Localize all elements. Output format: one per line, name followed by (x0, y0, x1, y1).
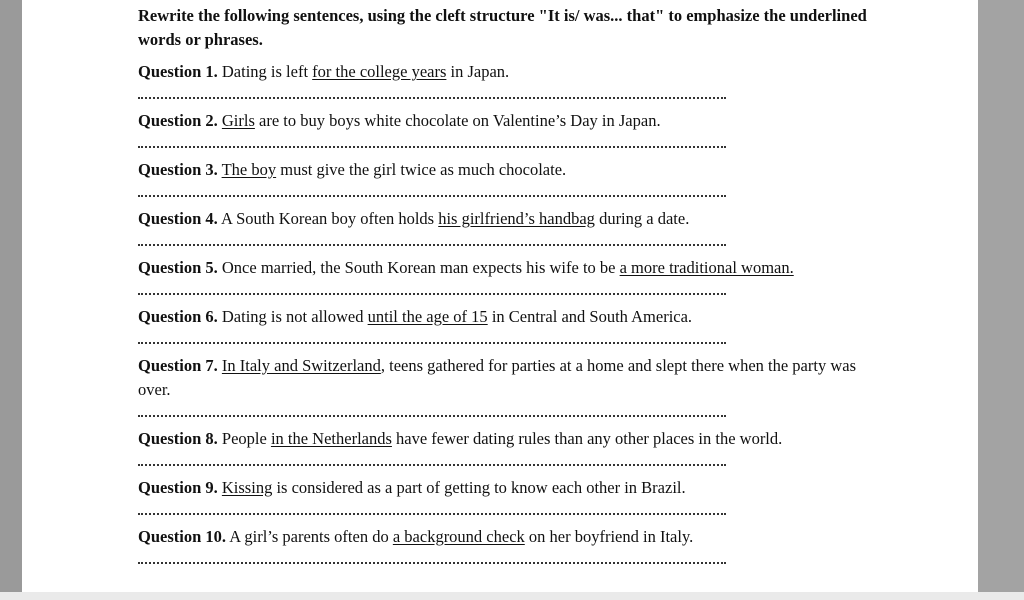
question-text-before: A girl’s parents often do (229, 527, 393, 546)
question-text (138, 476, 878, 500)
underlined-phrase: Girls (221, 111, 255, 130)
question-text-before: People (221, 429, 271, 448)
underlined-phrase: a more traditional woman. (619, 258, 794, 277)
question-label: Question 3. (138, 160, 218, 179)
question-text-after: during a date. (594, 209, 690, 228)
answer-line[interactable] (138, 505, 726, 515)
underlined-phrase: in the Netherlands (270, 429, 392, 448)
question-6 (138, 305, 878, 344)
question-label: Question 7. (138, 356, 218, 375)
question-text-after: is considered as a part of getting to know each other in Brazil. (272, 478, 686, 497)
question-10 (138, 525, 878, 564)
answer-line[interactable] (138, 89, 726, 99)
question-text (138, 158, 878, 182)
question-3 (138, 158, 878, 197)
viewer-right-margin (978, 0, 1024, 600)
question-text-before: Dating is not allowed (221, 307, 368, 326)
question-text-after: are to buy boys white chocolate on Valentine’s Day in Japan. (254, 111, 661, 130)
viewer-bottom-bar (0, 592, 1024, 600)
question-label: Question 5. (138, 258, 218, 277)
question-label: Question 9. (138, 478, 218, 497)
question-text-after: must give the girl twice as much chocolate. (276, 160, 567, 179)
question-9 (138, 476, 878, 515)
question-label: Question 8. (138, 429, 218, 448)
question-2 (138, 109, 878, 148)
question-text-after: , teens gathered for parties at a home and slept there when the party was over. (138, 356, 856, 399)
question-text (138, 207, 878, 231)
question-label: Question 10. (138, 527, 227, 546)
question-label: Question 6. (138, 307, 218, 326)
answer-line[interactable] (138, 285, 726, 295)
underlined-phrase: a background check (392, 527, 525, 546)
answer-line[interactable] (138, 334, 726, 344)
question-5 (138, 256, 878, 295)
instructions: Rewrite the following sentences, using the cleft structure "It is/ was... that" to emphasize the underlined words or phrases. (138, 6, 867, 49)
question-label: Question 4. (138, 209, 218, 228)
question-1 (138, 60, 878, 99)
underlined-phrase: Kissing (221, 478, 273, 497)
question-text-after: on her boyfriend in Italy. (524, 527, 694, 546)
answer-line[interactable] (138, 456, 726, 466)
question-text (138, 354, 878, 402)
question-text-after: have fewer dating rules than any other places in the world. (391, 429, 783, 448)
answer-line[interactable] (138, 138, 726, 148)
answer-line[interactable] (138, 187, 726, 197)
question-8 (138, 427, 878, 466)
underlined-phrase: his girlfriend’s handbag (438, 209, 595, 228)
question-text (138, 525, 878, 549)
answer-line[interactable] (138, 554, 726, 564)
question-text (138, 256, 878, 280)
question-text (138, 427, 878, 451)
question-label: Question 1. (138, 62, 218, 81)
question-label: Question 2. (138, 111, 218, 130)
underlined-phrase: The boy (221, 160, 277, 179)
question-text-after: in Central and South America. (487, 307, 693, 326)
answer-line[interactable] (138, 236, 726, 246)
underlined-phrase: for the college years (312, 62, 447, 81)
question-text-before: Once married, the South Korean man expects his wife to be (221, 258, 620, 277)
question-text-after: in Japan. (446, 62, 510, 81)
question-4 (138, 207, 878, 246)
underlined-phrase: until the age of 15 (367, 307, 488, 326)
exercise-content (138, 4, 878, 574)
question-text (138, 305, 878, 329)
question-text (138, 60, 878, 84)
question-text-before: A South Korean boy often holds (220, 209, 439, 228)
underlined-phrase: In Italy and Switzerland (221, 356, 381, 375)
answer-line[interactable] (138, 407, 726, 417)
question-text (138, 109, 878, 133)
question-text-before: Dating is left (221, 62, 313, 81)
question-7 (138, 354, 878, 417)
